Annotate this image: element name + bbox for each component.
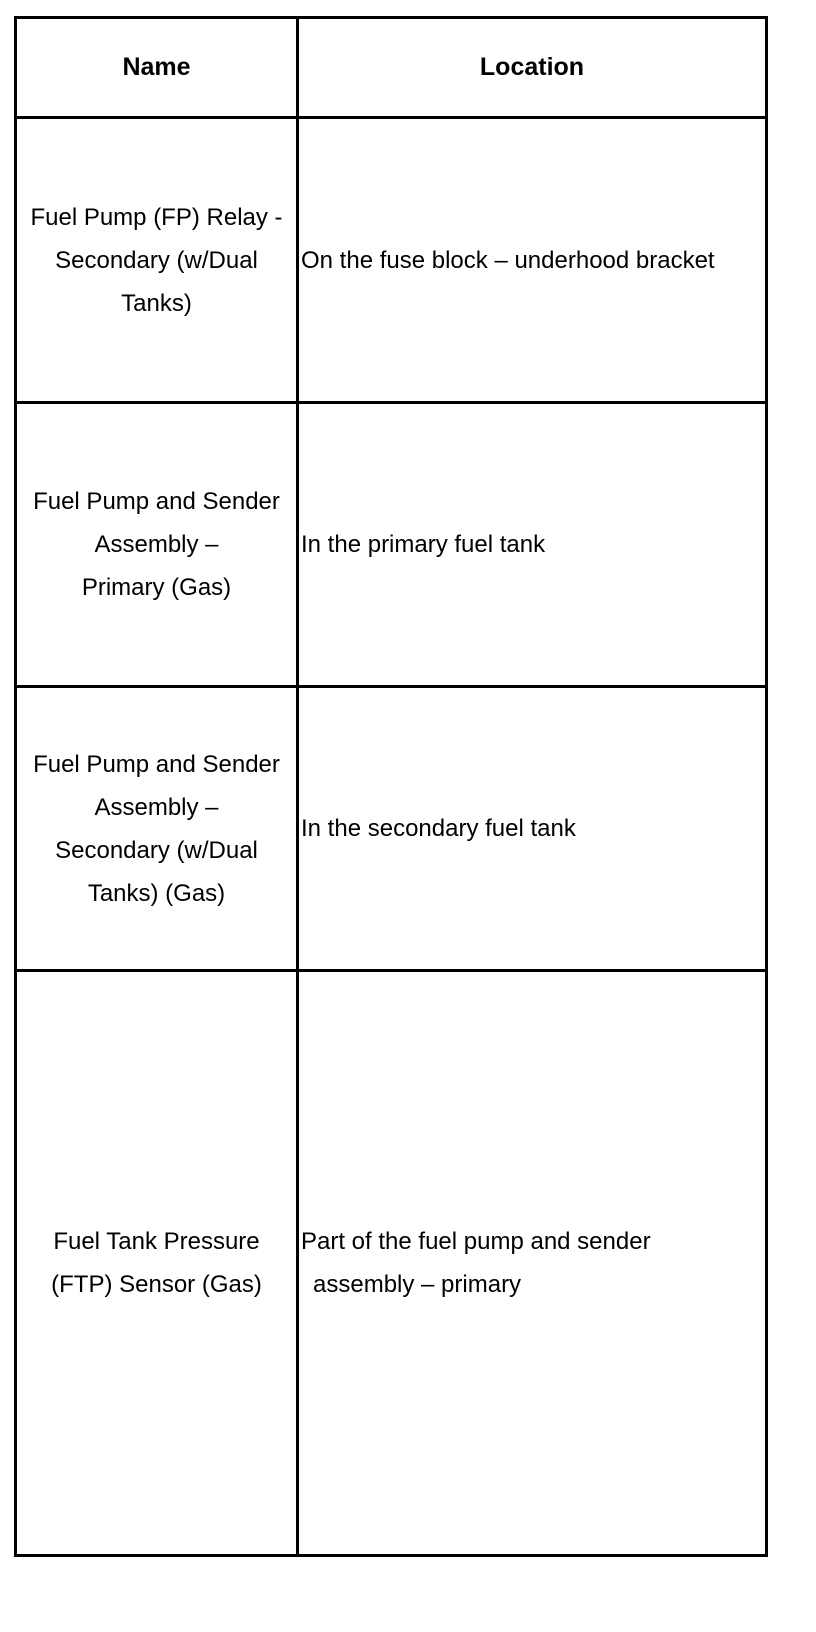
component-name-line: Primary (Gas)	[81, 574, 232, 601]
column-header-name: Name	[16, 18, 298, 118]
component-name-line: Secondary (w/Dual	[55, 246, 258, 274]
component-name-line: (FTP) Sensor (Gas)	[51, 1271, 262, 1298]
component-name-cell	[16, 403, 298, 687]
component-name-cell	[16, 118, 298, 403]
table-row	[16, 971, 767, 1556]
component-name-cell	[16, 971, 298, 1556]
table-row	[16, 403, 767, 687]
component-location-cell	[298, 687, 767, 971]
component-name-line: Tanks) (Gas)	[87, 879, 226, 907]
component-location-line: In the secondary fuel tank	[301, 815, 576, 842]
component-location-cell	[298, 971, 767, 1556]
table-row	[16, 118, 767, 403]
component-location-cell	[298, 403, 767, 687]
table-header-row	[16, 18, 767, 118]
table-row	[16, 687, 767, 971]
component-location-table	[14, 16, 768, 1557]
component-name-line: Assembly –	[94, 531, 219, 558]
component-location-line: assembly – primary	[313, 1271, 522, 1298]
component-name-line: Secondary (w/Dual	[55, 836, 258, 864]
component-name-cell	[16, 687, 298, 971]
component-location-line: On the fuse block – underhood bracket	[301, 246, 715, 274]
component-name-line: Fuel Tank Pressure	[53, 1228, 260, 1255]
component-name-line: Fuel Pump and Sender	[33, 750, 280, 778]
component-name-line: Tanks)	[121, 289, 192, 317]
component-location-cell	[298, 118, 767, 403]
component-name-line: Fuel Pump (FP) Relay -	[30, 203, 283, 231]
component-location-line: Part of the fuel pump and sender	[301, 1228, 651, 1255]
component-location-line: In the primary fuel tank	[301, 531, 546, 558]
column-header-location: Location	[298, 18, 767, 118]
component-name-line: Fuel Pump and Sender	[33, 488, 280, 515]
component-name-line: Assembly –	[94, 793, 219, 821]
